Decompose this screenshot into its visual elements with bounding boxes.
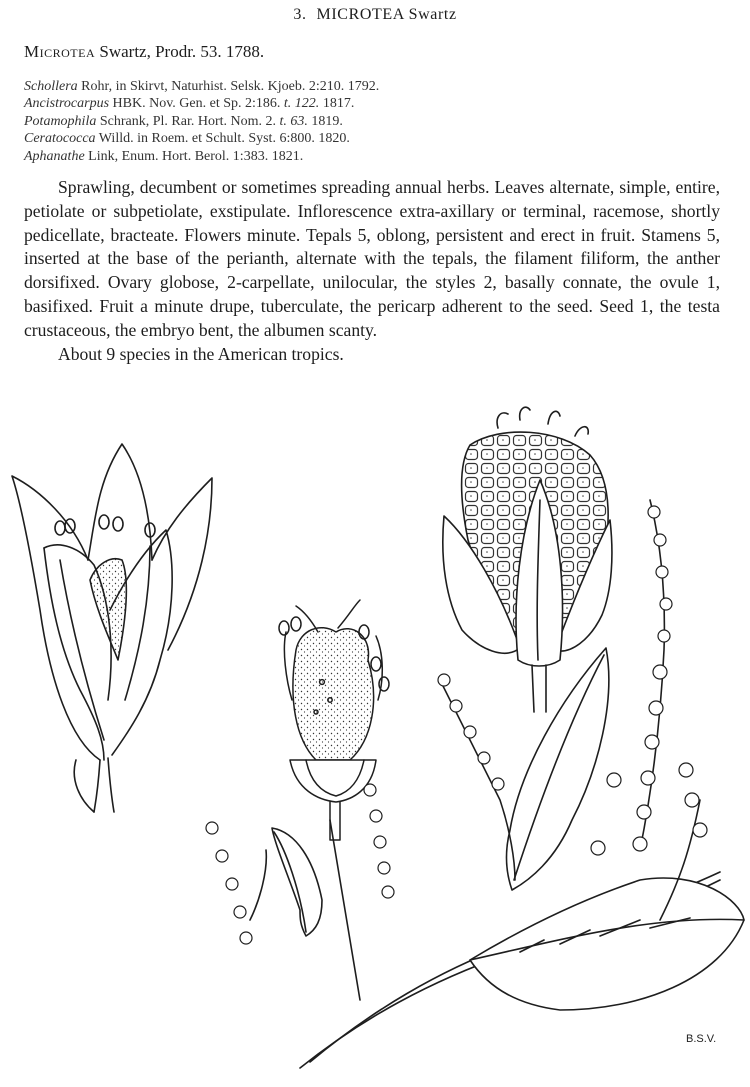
genus-description: Sprawling, decumbent or sometimes spreading annual herbs. Leaves alternate, simple, entire, petiolate or subpetiolate, exstipulate. Inflorescence extra-axillary or terminal, racemose, shortly pedicellate, bracteate. Flowers minute. Tepals 5, oblong, persistent and erect in fruit. Stamens 5, inserted at the base of the perianth, alternate with the tepals, the filament filiform, the anther dorsifixed. Ovary globose, 2-carpellate, unilocular, the styles 2, basally connate, the ovule 1, basifixed. Fruit a minute drupe, tuberculate, the pericarp adherent to the seed. Seed 1, the testa crustaceous, the embryo bent, the albumen scanty. [24, 177, 720, 340]
synonym-reference: Rohr, in Skirvt, Naturhist. Selsk. Kjoeb. 2:210. [81, 79, 345, 94]
synonym-reference: Link, Enum. Hort. Berol. 1:383. [88, 148, 269, 164]
synonym-item [24, 78, 724, 95]
genus-number: 3. [293, 6, 307, 23]
synonym-year: 1821. [271, 148, 304, 164]
synonym-name: Schollera [24, 79, 78, 94]
illustrator-signature: B.S.V. [686, 1033, 717, 1045]
synonym-item [24, 113, 724, 130]
illustration-signature [686, 1033, 716, 1045]
synonym-year: 1792. [347, 79, 380, 94]
synonym-plate: t. 122. [283, 96, 320, 112]
flower-detail-illustration [12, 444, 212, 812]
synonym-plate: t. 63. [279, 113, 308, 129]
synonym-name: Ceratococca [24, 131, 96, 147]
genus-name: Microtea [24, 42, 96, 61]
synonym-list [24, 78, 724, 165]
synonym-item [24, 95, 724, 112]
synonym-name: Potamophila [24, 113, 97, 129]
genus-heading [0, 6, 750, 24]
synonym-reference: Schrank, Pl. Rar. Hort. Nom. 2. [99, 113, 276, 129]
synonym-reference: HBK. Nov. Gen. et Sp. 2:186. [112, 96, 281, 112]
flower-section-illustration [279, 600, 389, 840]
synonym-name: Aphanathe [24, 148, 85, 164]
synonym-year: 1820. [318, 131, 350, 147]
fruit-detail-illustration [443, 407, 612, 712]
synonym-year: 1817. [322, 96, 355, 112]
synonym-item [24, 148, 724, 165]
synonym-name: Ancistrocarpus [24, 96, 110, 112]
synonym-reference: Willd. in Roem. et Schult. Syst. 6:800. [98, 131, 315, 147]
synonym-year: 1819. [311, 113, 343, 129]
genus-citation-line [24, 42, 264, 62]
species-distribution: About 9 species in the American tropics. [58, 343, 344, 364]
genus-title: MICROTEA Swartz [316, 6, 457, 23]
botanical-illustration [0, 400, 750, 1087]
genus-description-block [24, 176, 720, 366]
synonym-item [24, 130, 724, 147]
genus-citation: Swartz, Prodr. 53. 1788. [99, 42, 265, 61]
